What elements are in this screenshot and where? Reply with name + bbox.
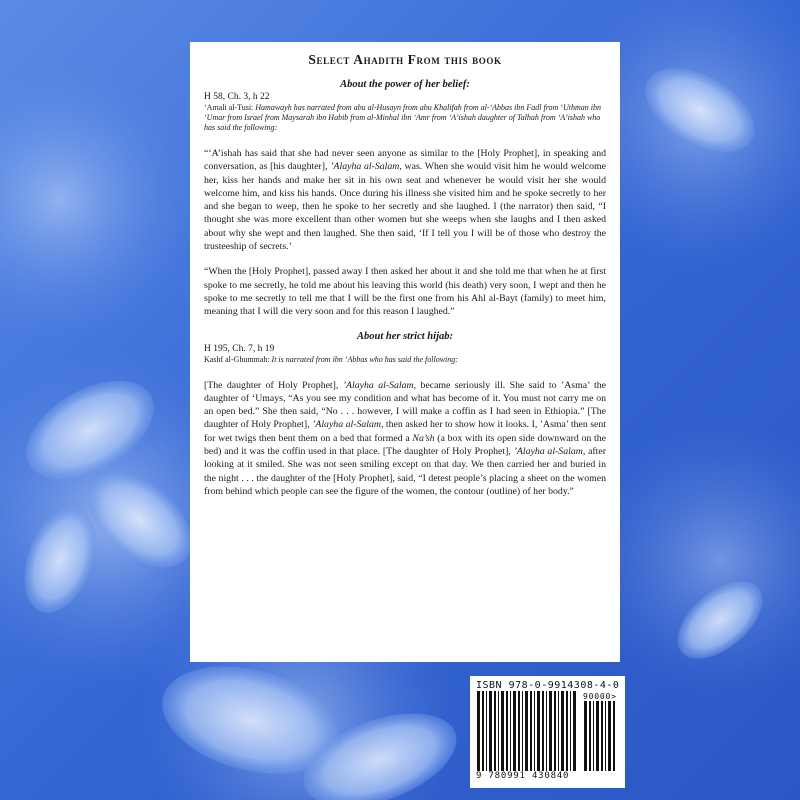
text-run: (a box with its open side downward on the bed) and it was the coffin used in that place. [The daughter of Holy Prophet], <box>204 432 607 458</box>
barcode-bar <box>494 691 496 771</box>
section-belief <box>204 79 606 319</box>
isbn-label: ISBN 978-0-9914308-4-0 <box>476 680 620 691</box>
barcode-bar <box>570 691 571 771</box>
addon-group <box>583 692 617 771</box>
narration-chain <box>204 103 606 133</box>
barcode-bar <box>489 691 492 771</box>
chain-text: Hamawayh has narrated from abu al-Husayn from abu Khalifah from al-‘Abbas ibn Fadl from ‘Uthman ibn ‘Umar from Israel from Maysarah ibn Habib from al-Minhal ibn ‘Amr from ‘A’ishah daughter of Talhah from ‘A’ishah who has said the following: <box>204 103 601 132</box>
barcode-bar <box>561 691 564 771</box>
hadith-reference: H 195, Ch. 7, h 19 <box>204 343 275 354</box>
section-heading: About her strict hijab: <box>357 330 453 342</box>
barcode-bar <box>554 691 556 771</box>
barcode-bar <box>501 691 504 771</box>
barcode-bar <box>506 691 508 771</box>
barcode-bar <box>605 701 606 771</box>
page-title: Select Ahadith From this book <box>308 52 502 67</box>
barcode-bar <box>486 691 487 771</box>
barcode-bar <box>549 691 552 771</box>
italic-run: ’Alayha al-Salam <box>312 419 381 431</box>
barcode-bar <box>482 691 484 771</box>
italic-run: Na’sh <box>412 432 435 444</box>
text-run: [The daughter of Holy Prophet], <box>204 379 343 391</box>
barcode-bar <box>537 691 540 771</box>
italic-run: ’Alayha al-Salam <box>513 446 583 458</box>
hadith-paragraph <box>204 147 606 253</box>
chain-text: It is narrated from ibn ‘Abbas who has said the following: <box>271 354 458 364</box>
price-code: 90000> <box>583 692 617 701</box>
barcode-bar <box>596 701 599 771</box>
barcode-bar <box>608 701 611 771</box>
italic-run: ’Alayha al-Salam <box>330 161 400 173</box>
barcode-bar <box>601 701 603 771</box>
barcode-bar <box>593 701 594 771</box>
section-hijab <box>204 331 606 499</box>
text-run: “‘A’ishah has said that she had never seen anyone as similar to the [Holy Prophet], in speaking and conversation, as [his daughter], <box>204 148 606 173</box>
barcode-bar <box>522 691 523 771</box>
section-heading: About the power of her belief: <box>340 79 470 90</box>
hadith-reference: H 58, Ch. 3, h 22 <box>204 92 270 102</box>
barcode-bar <box>546 691 547 771</box>
italic-run: ’Alayha al-Salam <box>342 379 414 391</box>
barcode-row <box>476 691 619 771</box>
barcode-bar <box>525 691 528 771</box>
barcode-bar <box>477 691 480 771</box>
barcode-bar <box>613 701 615 771</box>
barcode-bar <box>510 691 511 771</box>
barcode-bar <box>542 691 544 771</box>
text-run: , was. When she would visit him he would welcome her, kiss her hands and make her sit in his own seat and whenever he would visit her she would welcome him, and kiss his hands. Once during his illness she visited him and he spoke secretly to her and she began to weep, then he spoke to her secretly and she laughed. I (the narrator) then said, “I thought she was more excellent than other women but she weeps when she laughs and I then asked about why she wept and then laughed. She then said, ‘If I tell you I will be of those who destroy the trusteeship of secrets.’ <box>204 161 606 253</box>
text-run: , then asked her to show how it looks. I, ’Asma’ then sent for wet twigs then bent them on a bed that formed a <box>204 419 606 444</box>
hadith-paragraph <box>204 379 606 499</box>
barcode-bar <box>498 691 499 771</box>
barcode-bar <box>518 691 520 771</box>
barcode-bar <box>589 701 591 771</box>
narration-chain <box>204 355 606 365</box>
barcode-bars <box>476 691 580 771</box>
text-run: , became seriously ill. She said to ’Asma’ the daughter of ‘Umays, “As you see my condition and what has become of it. You must not carry me on an open bed.” She then said, “No . . . however, I will make a coffin as I had seen in Ethiopia.” [The daughter of Holy Prophet], <box>204 379 606 431</box>
barcode-digits: 9 780991 430840 <box>476 771 570 781</box>
barcode-bar <box>558 691 559 771</box>
text-run: , after looking at it smiled. She was not seen smiling except on that day. We then carried her and buried in the night . . . the daughter of the [Holy Prophet], said, “I detest people’s placing a sheet on the women from behind which people can see the figure of the women, the contour (outline) of her body.” <box>204 446 607 497</box>
barcode-bar <box>534 691 535 771</box>
addon-bars <box>583 701 617 771</box>
barcode-bar <box>566 691 568 771</box>
content-panel <box>190 42 620 662</box>
isbn-barcode <box>470 676 625 788</box>
barcode-bar <box>530 691 532 771</box>
barcode-bar <box>513 691 516 771</box>
text-run: “When the [Holy Prophet], passed away I then asked her about it and she told me that when he at first spoke to me secretly, he told me about his leaving this world (his death) very soon, I wept and then he spoke to me secretly to tell me that I will be the first one from his Ahl al-Bayt (family) to meet him, meaning that I will die very soon and for this reason I laughed.” <box>204 266 606 318</box>
hadith-paragraph <box>204 265 606 318</box>
source-name: ‘Amali al-Tusi: <box>204 103 254 112</box>
barcode-bar <box>573 691 576 771</box>
source-name: Kashf al-Ghummah: <box>204 354 270 364</box>
barcode-bar <box>584 701 587 771</box>
